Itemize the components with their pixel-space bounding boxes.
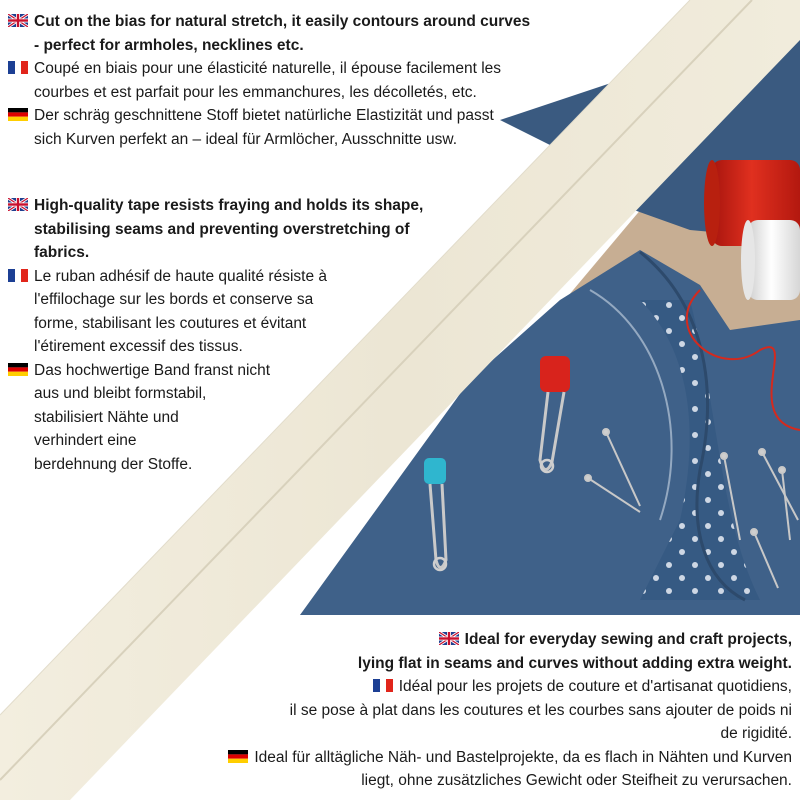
everyday-de-line2: liegt, ohne zusätzliches Gewicht oder Steifheit zu verursachen. — [361, 772, 792, 789]
everyday-en-line1: Ideal for everyday sewing and craft projects, — [464, 631, 792, 648]
quality-de-line2: aus und bleibt formstabil, — [34, 385, 207, 402]
quality-en-line2: stabilising seams and preventing overstretching of — [34, 220, 410, 238]
quality-en-line3: fabrics. — [34, 244, 90, 261]
quality-fr-line4: l'étirement excessif des tissus. — [34, 338, 243, 355]
fr-flag-icon — [373, 679, 393, 692]
everyday-de-line1: Ideal für alltägliche Näh- und Bastelprojekte, da es flach in Nähten und Kurven — [254, 748, 792, 766]
bias-cut-de-line2: sich Kurven perfekt an – ideal für Armlöcher, Ausschnitte usw. — [34, 130, 458, 148]
uk-flag-icon — [8, 14, 28, 27]
de-flag-icon — [8, 363, 28, 376]
everyday-en-line2: lying flat in seams and curves without adding extra weight. — [357, 654, 792, 672]
de-flag-icon — [8, 108, 28, 121]
everyday-fr-line1: Idéal pour les projets de couture et d'artisanat quotidiens, — [398, 678, 792, 695]
everyday-fr-line3: de rigidité. — [720, 725, 792, 742]
bias-cut-fr-line1: Coupé en biais pour une élasticité naturelle, il épouse facilement les — [34, 60, 502, 77]
quality-de-line1: Das hochwertige Band franst nicht — [34, 361, 271, 379]
quality-de-line3: stabilisiert Nähte und — [34, 408, 179, 426]
uk-flag-icon — [439, 632, 459, 645]
quality-de-line4: verhindert eine — [34, 432, 137, 449]
de-flag-icon — [228, 750, 248, 763]
quality-fr-line2: l'effilochage sur les bords et conserve sa — [34, 291, 314, 308]
fr-flag-icon — [8, 269, 28, 282]
quality-fr-line1: Le ruban adhésif de haute qualité résiste à — [34, 267, 327, 285]
feature-block-bias-cut — [8, 10, 608, 151]
everyday-fr-line2: il se pose à plat dans les coutures et les courbes sans ajouter de poids ni — [289, 701, 792, 719]
uk-flag-icon — [8, 198, 28, 211]
feature-block-quality — [8, 194, 468, 476]
bias-cut-en-line2: - perfect for armholes, necklines etc. — [34, 36, 304, 54]
feature-block-everyday — [152, 628, 792, 793]
quality-en-line1: High-quality tape resists fraying and holds its shape, — [34, 197, 424, 214]
bias-cut-en-line1: Cut on the bias for natural stretch, it easily contours around curves — [34, 13, 531, 30]
fr-flag-icon — [8, 61, 28, 74]
quality-fr-line3: forme, stabilisant les coutures et évitant — [34, 314, 307, 332]
quality-de-line5: berdehnung der Stoffe. — [34, 455, 193, 473]
bias-cut-de-line1: Der schräg geschnittene Stoff bietet natürliche Elastizität und passt — [34, 107, 494, 124]
bias-cut-fr-line2: courbes et est parfait pour les emmanchures, les décolletés, etc. — [34, 83, 477, 101]
white-thread-spool — [741, 220, 800, 300]
